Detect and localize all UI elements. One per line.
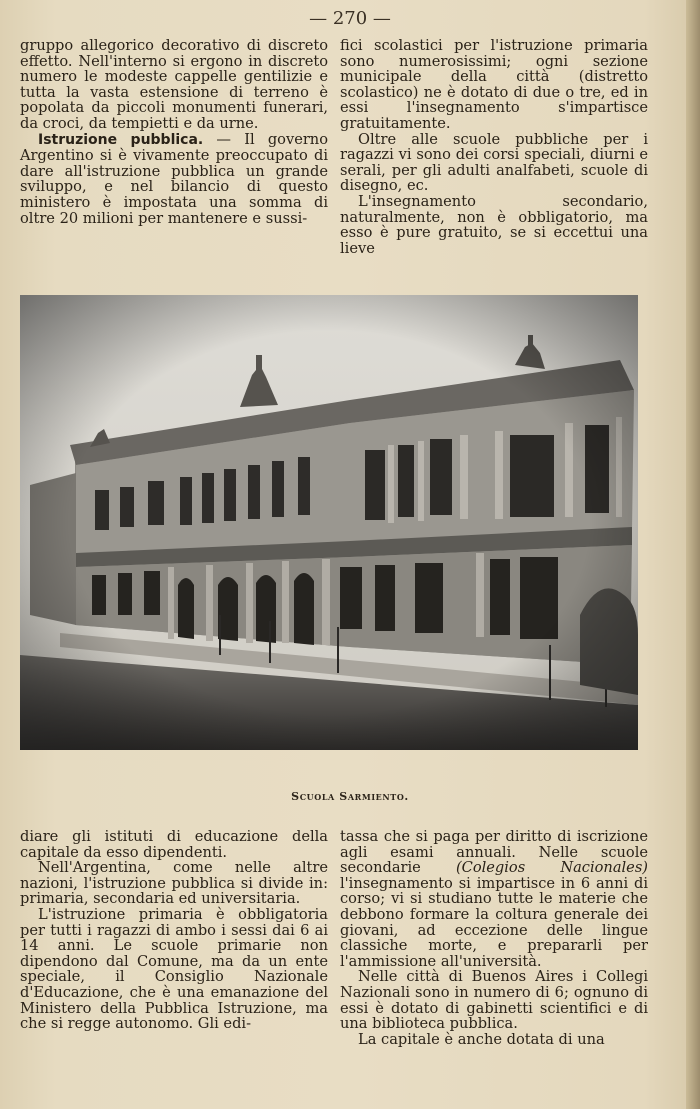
building-photograph (20, 295, 638, 750)
photo-caption: Scuola Sarmiento. (291, 790, 409, 803)
paragraph: L'istruzione primaria è obbligatoria per tutti i ragazzi di ambo i sessi dai 6 ai 14 anni. Le scuole primarie non dipendono dal Comune, ma da un ente speciale, il Consiglio Nazionale d'Educazione, che è una emanazione del Ministero della Pubblica Istruzione, ma che si regge autonomo. Gli edi- (20, 905, 328, 1033)
paragraph: Oltre alle scuole pubbliche per i ragazzi vi sono dei corsi speciali, diurni e serali, per gli adulti analfabeti, scuole di disegno, ec. (340, 130, 648, 195)
text-column-top-right (340, 38, 648, 256)
paragraph: Nelle città di Buenos Aires i Collegi Nazionali sono in numero di 6; ognuno di essi è dotato di gabinetti scientifici e di una biblioteca pubblica. (340, 968, 648, 1033)
paragraph-text: — Il governo Argentino si è vivamente preoccupato di dare all'istruzione pubblica un grande sviluppo, e nel bilancio di questo ministero è impostata una somma di oltre 20 milioni per mantenere e sussi- (20, 130, 328, 227)
text-column-bottom-left (20, 829, 328, 1032)
paragraph (20, 132, 328, 227)
text-column-bottom-right (340, 829, 648, 1047)
paragraph: Nell'Argentina, come nelle altre nazioni, l'istruzione pubblica si divide in: primaria, secondaria ed universitaria. (20, 859, 328, 908)
paragraph: L'insegnamento secondario, naturalmente, non è obbligatorio, ma esso è pure gratuito, se si eccettui una lieve (340, 192, 648, 257)
page-number: — 270 — (309, 8, 391, 29)
paragraph: gruppo allegorico decorativo di discreto effetto. Nell'interno si ergono in discreto numero le modeste cappelle gentilizie e tutta la vasta estensione di terreno è popolata da piccoli monumenti funerari, da croci, da tempietti e da urne. (20, 37, 328, 132)
text-column-top-left (20, 38, 328, 226)
photo-illustration (20, 295, 638, 750)
paragraph-text: l'insegnamento si impartisce in 6 anni di corso; vi si studiano tutte le materie che debbono formare la coltura generale dei giovani, ad eccezione delle lingue classiche morte, e prepararli per l'ammissione all'università. (340, 874, 648, 970)
section-heading: Istruzione pubblica. (38, 131, 204, 148)
paragraph: diare gli istituti di educazione della capitale da esso dipendenti. (20, 828, 328, 861)
paragraph-text: tassa che si paga per diritto di iscrizione agli esami annuali. Nelle scuole secondarie (340, 828, 648, 877)
paragraph: La capitale è anche dotata di una (358, 1030, 605, 1048)
paragraph (340, 829, 648, 969)
page-spine-shadow (686, 0, 700, 1109)
italic-term: (Colegios Nacionales) (455, 859, 649, 877)
paragraph: fici scolastici per l'istruzione primaria sono numerosissimi; ogni sezione municipale della città (distretto scolastico) ne è dotato di due o tre, ed in essi l'insegnamento s'impartisce gratuitamente. (340, 37, 648, 132)
